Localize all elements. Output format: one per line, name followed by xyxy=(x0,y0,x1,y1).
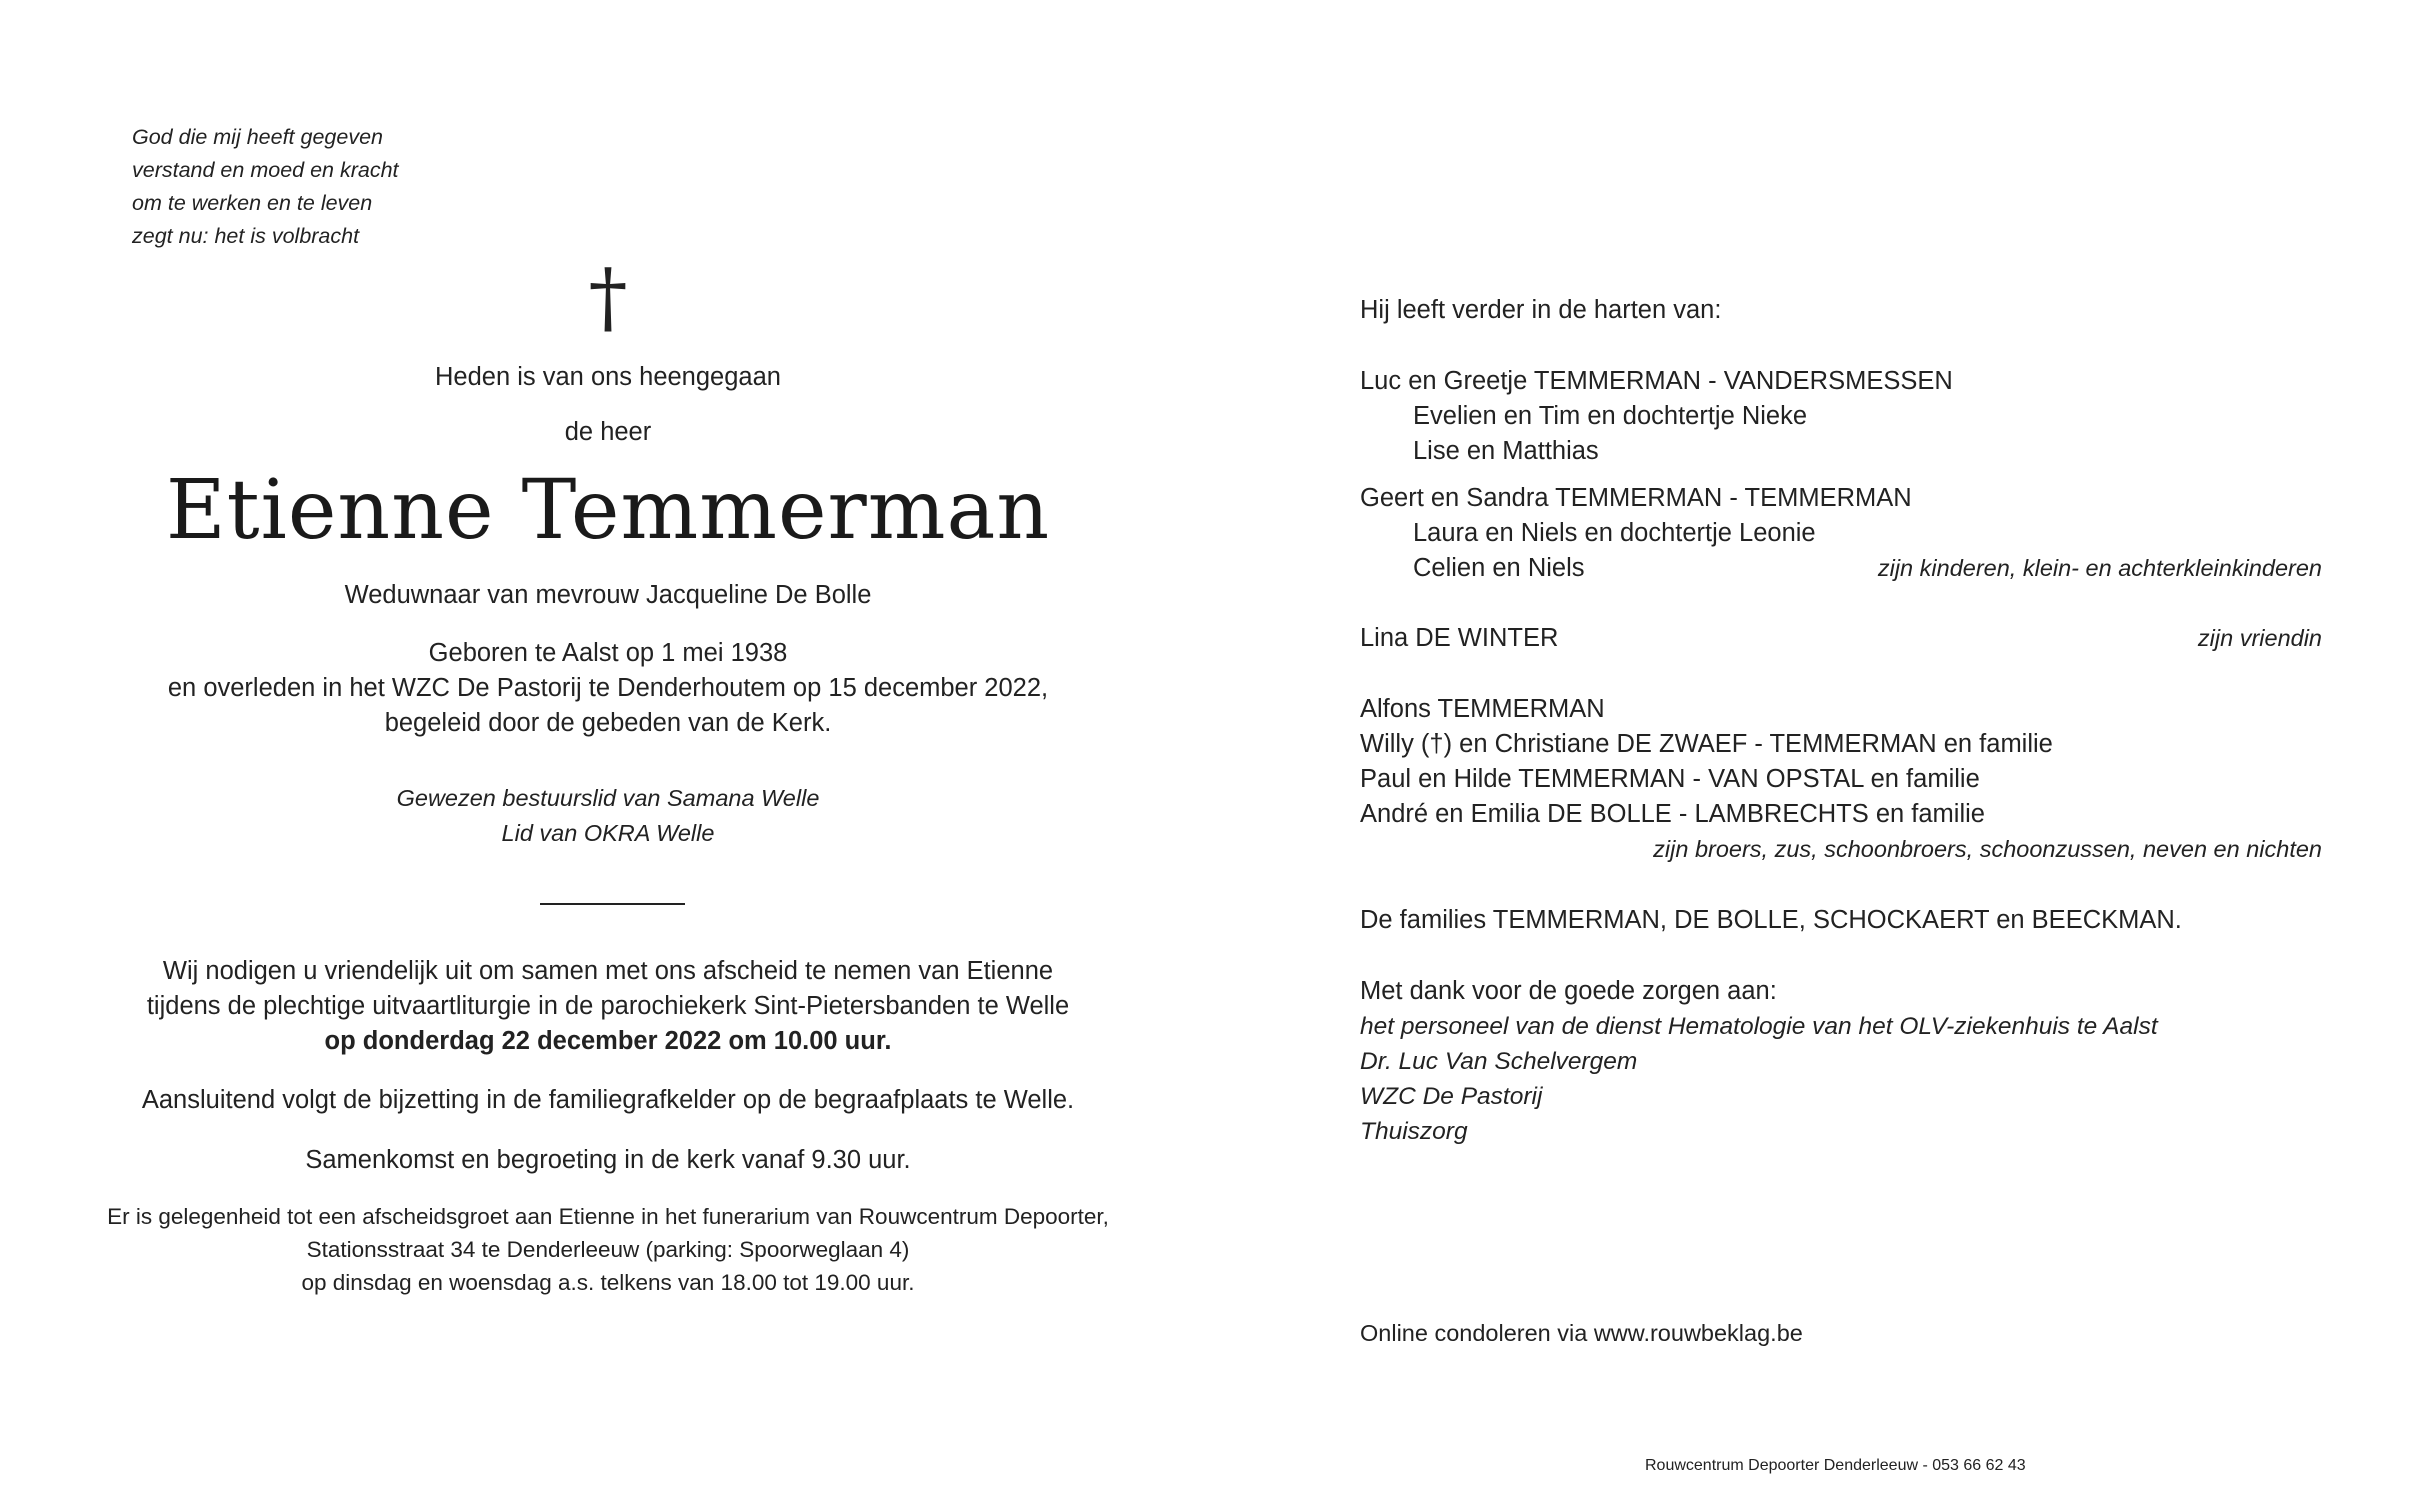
online-condolence: Online condoleren via www.rouwbeklag.be xyxy=(1360,1320,1803,1346)
thanks-item: het personeel van de dienst Hematologie van het OLV-ziekenhuis te Aalst xyxy=(1360,1013,2158,1040)
family-child-1: Luc en Greetje TEMMERMAN - VANDERSMESSEN xyxy=(1360,367,1953,395)
role-samana: Gewezen bestuurslid van Samana Welle xyxy=(396,785,820,811)
thanks-item: Dr. Luc Van Schelvergem xyxy=(1360,1048,1638,1075)
intro-text: Heden is van ons heengegaan xyxy=(435,363,781,391)
family-friend: Lina DE WINTER xyxy=(1360,624,1559,652)
visit-text-1: Er is gelegenheid tot een afscheidsgroet aan Etienne in het funerarium van Rouwcentrum Depoorter, xyxy=(107,1204,1109,1229)
thanks-heading: Met dank voor de goede zorgen aan: xyxy=(1360,977,1777,1005)
visit-text-2: Stationsstraat 34 te Denderleeuw (parking: Spoorweglaan 4) xyxy=(306,1237,910,1262)
born-text: Geboren te Aalst op 1 mei 1938 xyxy=(428,639,788,667)
family-sibling-1: Alfons TEMMERMAN xyxy=(1360,695,1605,723)
burial-text: Aansluitend volgt de bijzetting in de familiegrafkelder op de begraafplaats te Welle. xyxy=(141,1086,1075,1114)
siblings-label: zijn broers, zus, schoonbroers, schoonzussen, neven en nichten xyxy=(1653,836,2322,862)
deceased-name: Etienne Temmerman xyxy=(165,463,1051,558)
footer-text: Rouwcentrum Depoorter Denderleeuw - 053 66 62 43 xyxy=(1645,1457,2026,1474)
poem-line-1: God die mij heeft gegeven xyxy=(132,125,383,149)
funeral-invite-1: Wij nodigen u vriendelijk uit om samen met ons afscheid te nemen van Etienne xyxy=(162,957,1054,985)
family-grandchild-1: Evelien en Tim en dochtertje Nieke xyxy=(1413,402,1808,430)
church-text: begeleid door de gebeden van de Kerk. xyxy=(384,709,832,737)
family-sibling-4: André en Emilia DE BOLLE - LAMBRECHTS en familie xyxy=(1360,800,1985,828)
friend-label: zijn vriendin xyxy=(2197,625,2322,651)
children-label: zijn kinderen, klein- en achterkleinkinderen xyxy=(1877,555,2322,581)
role-okra: Lid van OKRA Welle xyxy=(501,820,715,846)
family-sibling-2: Willy (†) en Christiane DE ZWAEF - TEMMERMAN en familie xyxy=(1360,730,2053,758)
divider-line xyxy=(540,903,685,905)
family-sibling-3: Paul en Hilde TEMMERMAN - VAN OPSTAL en familie xyxy=(1360,765,1980,793)
visit-text-3: op dinsdag en woensdag a.s. telkens van 18.00 tot 19.00 uur. xyxy=(301,1270,915,1295)
thanks-item: WZC De Pastorij xyxy=(1360,1083,1543,1110)
family-grandchild-3: Laura en Niels en dochtertje Leonie xyxy=(1413,519,1816,547)
title-text: de heer xyxy=(564,418,652,446)
family-grandchild-4: Celien en Niels xyxy=(1413,554,1585,582)
family-child-2: Geert en Sandra TEMMERMAN - TEMMERMAN xyxy=(1360,484,1912,512)
cross-icon: † xyxy=(588,253,628,343)
funeral-invite-2: tijdens de plechtige uitvaartliturgie in de parochiekerk Sint-Pietersbanden te Welle xyxy=(146,992,1070,1020)
poem-line-4: zegt nu: het is volbracht xyxy=(132,224,360,248)
died-text: en overleden in het WZC De Pastorij te Denderhoutem op 15 december 2022, xyxy=(167,674,1049,702)
funeral-date: op donderdag 22 december 2022 om 10.00 uur. xyxy=(324,1027,892,1055)
thanks-item: Thuiszorg xyxy=(1360,1118,1468,1145)
family-grandchild-2: Lise en Matthias xyxy=(1413,437,1599,465)
gathering-text: Samenkomst en begroeting in de kerk vanaf 9.30 uur. xyxy=(305,1146,911,1174)
families-text: De families TEMMERMAN, DE BOLLE, SCHOCKAERT en BEECKMAN. xyxy=(1360,906,2182,934)
poem-line-2: verstand en moed en kracht xyxy=(132,158,399,182)
widower-text: Weduwnaar van mevrouw Jacqueline De Bolle xyxy=(344,581,872,609)
poem-line-3: om te werken en te leven xyxy=(132,191,373,215)
family-heading: Hij leeft verder in de harten van: xyxy=(1360,296,1722,324)
